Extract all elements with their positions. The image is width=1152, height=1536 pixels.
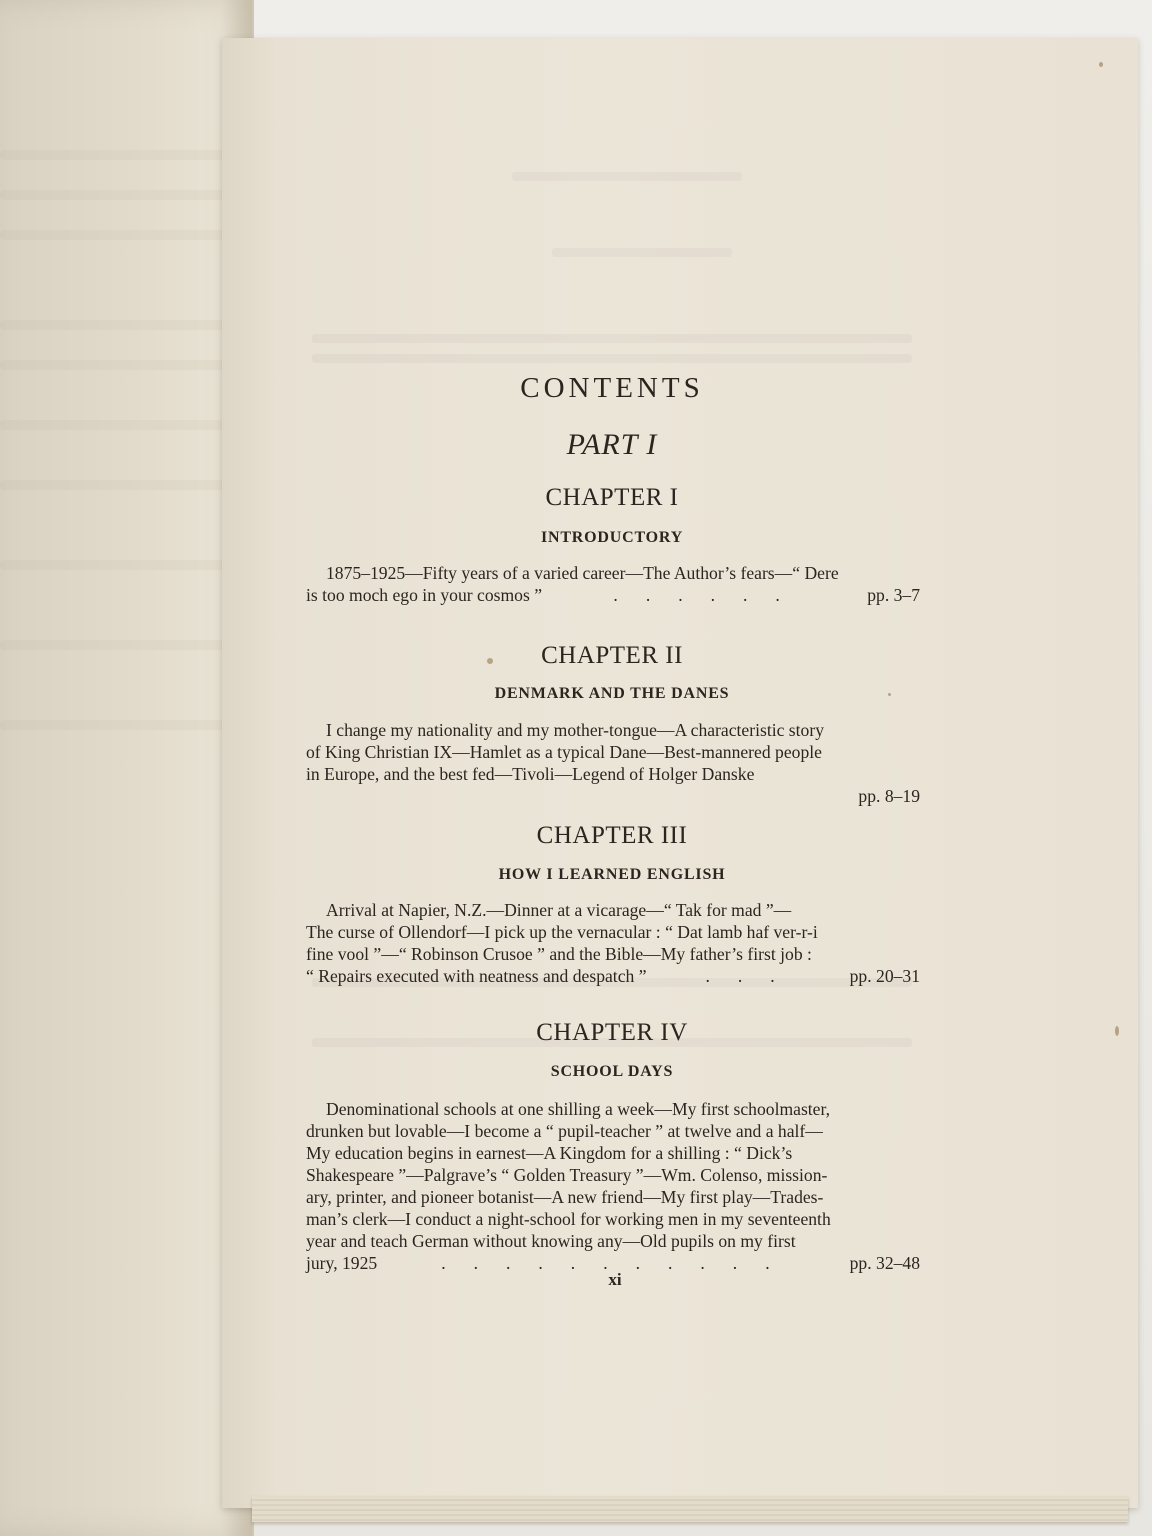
chapter-summary [306, 562, 920, 606]
show-through-line [0, 640, 230, 650]
summary-line: drunken but lovable—I become a “ pupil-teacher ” at twelve and a half— [306, 1121, 823, 1141]
chapter-heading: CHAPTER III [536, 822, 688, 849]
page-range: pp. 32–48 [849, 1253, 920, 1273]
chapter-heading: CHAPTER IV [536, 1019, 688, 1046]
show-through [512, 172, 742, 181]
summary-line: Denominational schools at one shilling a week—My first schoolmaster, [326, 1099, 831, 1119]
left-page [0, 0, 254, 1536]
contents-title: CONTENTS [520, 372, 704, 404]
page-range: pp. 3–7 [867, 585, 920, 605]
page-number: xi [608, 1270, 622, 1289]
chapter-heading: CHAPTER II [541, 642, 683, 669]
summary-line: Shakespeare ”—Palgrave’s “ Golden Treasury ”—Wm. Colenso, mission- [306, 1165, 828, 1185]
show-through-line [0, 420, 230, 430]
show-through [552, 248, 732, 257]
show-through-line [0, 150, 230, 160]
chapter-summary [306, 899, 920, 987]
summary-line: “ Repairs executed with neatness and despatch ” ... pp. 20–31 [306, 966, 920, 986]
part-title: PART I [566, 428, 658, 461]
show-through-line [0, 720, 230, 730]
show-through-line [0, 560, 230, 570]
summary-line: is too moch ego in your cosmos ” ...... pp. 3–7 [306, 585, 920, 605]
chapter-subtitle: DENMARK AND THE DANES [494, 685, 730, 702]
summary-line: The curse of Ollendorf—I pick up the vernacular : “ Dat lamb haf ver-r-i [306, 922, 818, 942]
chapter-subtitle: INTRODUCTORY [540, 529, 684, 546]
summary-line: year and teach German without knowing any—Old pupils on my first [306, 1231, 796, 1251]
summary-line: ary, printer, and pioneer botanist—A new friend—My first play—Trades- [306, 1187, 824, 1207]
paper-speck [1099, 62, 1103, 67]
summary-line: My education begins in earnest—A Kingdom for a shilling : “ Dick’s [306, 1143, 793, 1163]
summary-line: I change my nationality and my mother-tongue—A characteristic story [326, 720, 824, 740]
show-through-line [0, 480, 230, 490]
chapter-summary [306, 719, 920, 807]
show-through-line [0, 360, 230, 370]
summary-line: jury, 1925 ........... pp. 32–48 [306, 1253, 920, 1273]
show-through [312, 334, 912, 343]
show-through-line [0, 190, 230, 200]
show-through [312, 354, 912, 363]
chapter-subtitle: HOW I LEARNED ENGLISH [498, 866, 726, 883]
chapter-subtitle: SCHOOL DAYS [550, 1063, 674, 1080]
chapter-summary [306, 1098, 920, 1274]
paper-speck [1115, 1026, 1119, 1036]
page-range: pp. 8–19 [858, 786, 920, 806]
page-edges [252, 1496, 1128, 1522]
summary-line: in Europe, and the best fed—Tivoli—Legend of Holger Danske [306, 764, 755, 784]
summary-line: of King Christian IX—Hamlet as a typical Dane—Best-mannered people [306, 742, 822, 762]
show-through-line [0, 230, 230, 240]
page-range: pp. 20–31 [849, 966, 920, 986]
summary-line: Arrival at Napier, N.Z.—Dinner at a vicarage—“ Tak for mad ”— [326, 900, 792, 920]
summary-line: man’s clerk—I conduct a night-school for working men in my seventeenth [306, 1209, 831, 1229]
chapter-heading: CHAPTER I [545, 484, 679, 511]
show-through-line [0, 320, 230, 330]
summary-line: fine vool ”—“ Robinson Crusoe ” and the Bible—My father’s first job : [306, 944, 812, 964]
summary-line: 1875–1925—Fifty years of a varied career—The Author’s fears—“ Dere [326, 563, 839, 583]
